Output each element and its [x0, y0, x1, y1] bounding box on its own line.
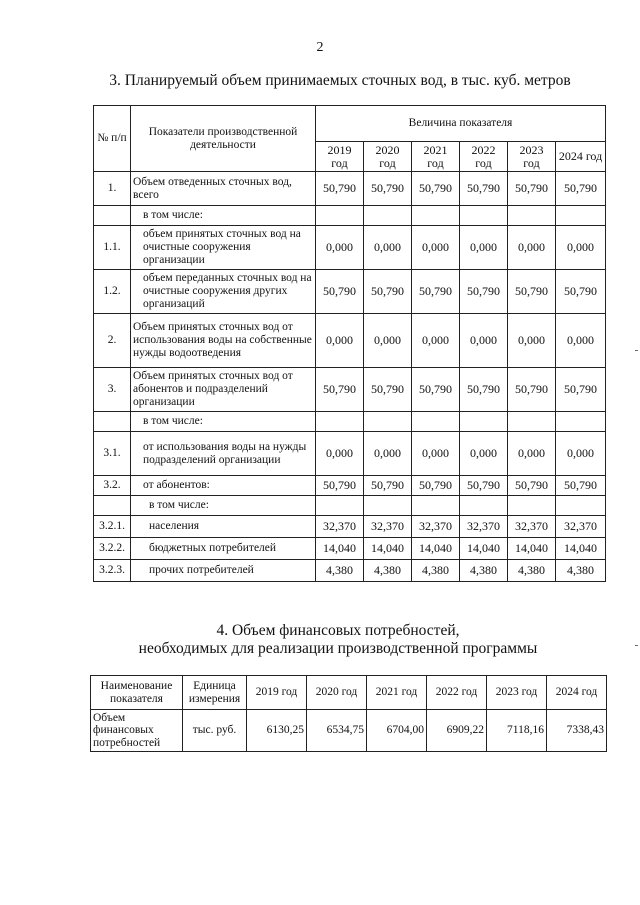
value-cell	[412, 496, 460, 516]
value-cell: 14,040	[412, 538, 460, 560]
row-label: от абонентов:	[131, 476, 316, 496]
table-row	[94, 496, 606, 516]
value-cell	[508, 496, 556, 516]
year-header: 2021 год	[412, 142, 460, 172]
value-cell: 50,790	[460, 172, 508, 206]
value-cell	[364, 496, 412, 516]
value-cell: 0,000	[460, 432, 508, 476]
value-cell: 4,380	[412, 560, 460, 582]
row-number: 3.1.	[94, 432, 131, 476]
table-row	[94, 314, 606, 368]
value-cell: 50,790	[556, 476, 606, 496]
value-cell: 0,000	[364, 432, 412, 476]
table-row	[94, 172, 606, 206]
value-cell: 0,000	[412, 226, 460, 270]
table-row	[94, 560, 606, 582]
value-cell	[316, 412, 364, 432]
section-4-title-line1: 4. Объем финансовых потребностей,	[216, 622, 460, 639]
value-cell: 50,790	[364, 476, 412, 496]
row-number: 1.2.	[94, 270, 131, 314]
value-cell: 6704,00	[367, 710, 427, 752]
table-row	[94, 270, 606, 314]
row-label: в том числе:	[131, 496, 316, 516]
value-cell: 50,790	[460, 368, 508, 412]
value-cell	[460, 206, 508, 226]
table-row	[94, 432, 606, 476]
value-cell: 0,000	[556, 226, 606, 270]
scan-mark	[635, 350, 638, 351]
value-cell: 0,000	[460, 226, 508, 270]
table-row	[94, 368, 606, 412]
value-cell: 7338,43	[547, 710, 607, 752]
value-cell: 0,000	[364, 226, 412, 270]
header-number: № п/п	[94, 106, 131, 172]
value-cell: 0,000	[556, 314, 606, 368]
value-cell: 0,000	[508, 226, 556, 270]
row-label: бюджетных потребителей	[131, 538, 316, 560]
section-4-title	[18, 622, 640, 658]
value-cell	[460, 496, 508, 516]
header-name: Наименование показателя	[91, 676, 183, 710]
value-cell: 6909,22	[427, 710, 487, 752]
value-cell: 50,790	[412, 270, 460, 314]
table-row	[94, 516, 606, 538]
year-header: 2020 год	[364, 142, 412, 172]
section-3-title: 3. Планируемый объем принимаемых сточных вод, в тыс. куб. метров	[109, 72, 571, 89]
row-label: объем переданных сточных вод на очистные сооружения других организаций	[131, 270, 316, 314]
value-cell: 0,000	[508, 314, 556, 368]
value-cell	[412, 412, 460, 432]
value-cell: 4,380	[364, 560, 412, 582]
value-cell: 32,370	[556, 516, 606, 538]
value-cell: 32,370	[412, 516, 460, 538]
row-label: в том числе:	[131, 412, 316, 432]
value-cell: 0,000	[412, 432, 460, 476]
value-cell: 4,380	[556, 560, 606, 582]
year-header: 2021 год	[367, 676, 427, 710]
table-row	[94, 412, 606, 432]
row-label: Объем отведенных сточных вод, всего	[131, 172, 316, 206]
value-cell: 32,370	[364, 516, 412, 538]
value-cell	[508, 412, 556, 432]
year-header: 2023 год	[508, 142, 556, 172]
value-cell	[412, 206, 460, 226]
row-name: Объем финансовых потребностей	[91, 710, 183, 752]
value-cell: 14,040	[556, 538, 606, 560]
row-number: 1.1.	[94, 226, 131, 270]
year-header: 2024 год	[556, 142, 606, 172]
value-cell: 0,000	[316, 314, 364, 368]
value-cell: 50,790	[508, 270, 556, 314]
value-cell: 50,790	[316, 368, 364, 412]
value-cell: 50,790	[364, 270, 412, 314]
value-cell: 0,000	[364, 314, 412, 368]
page-number: 2	[316, 40, 324, 55]
value-cell: 50,790	[460, 476, 508, 496]
header-value: Величина показателя	[316, 106, 606, 142]
row-label: Объем принятых сточных вод от использования воды на собственные нужды водоотведения	[131, 314, 316, 368]
value-cell: 4,380	[460, 560, 508, 582]
value-cell: 0,000	[460, 314, 508, 368]
financial-needs-table	[90, 675, 607, 752]
scan-mark	[635, 645, 638, 646]
value-cell: 50,790	[412, 368, 460, 412]
row-number	[94, 206, 131, 226]
value-cell: 50,790	[412, 172, 460, 206]
value-cell: 0,000	[412, 314, 460, 368]
value-cell	[460, 412, 508, 432]
row-label: в том числе:	[131, 206, 316, 226]
table-row	[94, 206, 606, 226]
value-cell: 50,790	[364, 172, 412, 206]
row-number: 3.2.	[94, 476, 131, 496]
value-cell: 6130,25	[247, 710, 307, 752]
row-number: 3.2.3.	[94, 560, 131, 582]
value-cell: 50,790	[556, 172, 606, 206]
value-cell: 50,790	[556, 368, 606, 412]
value-cell	[556, 496, 606, 516]
value-cell: 14,040	[460, 538, 508, 560]
table-row	[94, 226, 606, 270]
value-cell	[556, 206, 606, 226]
row-label: объем принятых сточных вод на очистные сооружения организации	[131, 226, 316, 270]
value-cell: 0,000	[508, 432, 556, 476]
value-cell: 50,790	[316, 172, 364, 206]
value-cell: 14,040	[316, 538, 364, 560]
year-header: 2024 год	[547, 676, 607, 710]
value-cell: 0,000	[316, 226, 364, 270]
row-number: 3.2.1.	[94, 516, 131, 538]
value-cell	[364, 412, 412, 432]
value-cell: 14,040	[508, 538, 556, 560]
value-cell	[316, 496, 364, 516]
row-number: 3.	[94, 368, 131, 412]
value-cell: 50,790	[364, 368, 412, 412]
value-cell: 32,370	[508, 516, 556, 538]
year-header: 2019 год	[316, 142, 364, 172]
value-cell: 50,790	[412, 476, 460, 496]
value-cell: 4,380	[316, 560, 364, 582]
year-header: 2022 год	[460, 142, 508, 172]
row-label: от использования воды на нужды подразделений организации	[131, 432, 316, 476]
header-indicator: Показатели производственной деятельности	[131, 106, 316, 172]
row-label: прочих потребителей	[131, 560, 316, 582]
year-header: 2019 год	[247, 676, 307, 710]
row-label: Объем принятых сточных вод от абонентов и подразделений организации	[131, 368, 316, 412]
table-row	[94, 538, 606, 560]
value-cell	[364, 206, 412, 226]
year-header: 2022 год	[427, 676, 487, 710]
section-4-title-line2: необходимых для реализации производственной программы	[138, 640, 538, 657]
year-header: 2020 год	[307, 676, 367, 710]
value-cell: 50,790	[508, 368, 556, 412]
value-cell: 0,000	[556, 432, 606, 476]
value-cell: 0,000	[316, 432, 364, 476]
value-cell: 32,370	[316, 516, 364, 538]
row-number	[94, 496, 131, 516]
value-cell	[556, 412, 606, 432]
value-cell: 50,790	[556, 270, 606, 314]
value-cell: 50,790	[316, 476, 364, 496]
value-cell: 7118,16	[487, 710, 547, 752]
value-cell	[316, 206, 364, 226]
row-number: 3.2.2.	[94, 538, 131, 560]
value-cell: 50,790	[508, 172, 556, 206]
wastewater-volume-table	[93, 105, 606, 582]
value-cell: 50,790	[460, 270, 508, 314]
row-number: 1.	[94, 172, 131, 206]
table-row	[94, 476, 606, 496]
value-cell: 6534,75	[307, 710, 367, 752]
value-cell	[508, 206, 556, 226]
value-cell: 14,040	[364, 538, 412, 560]
row-unit: тыс. руб.	[183, 710, 247, 752]
row-number	[94, 412, 131, 432]
year-header: 2023 год	[487, 676, 547, 710]
value-cell: 4,380	[508, 560, 556, 582]
header-unit: Единица измерения	[183, 676, 247, 710]
value-cell: 50,790	[508, 476, 556, 496]
value-cell: 32,370	[460, 516, 508, 538]
row-label: населения	[131, 516, 316, 538]
row-number: 2.	[94, 314, 131, 368]
value-cell: 50,790	[316, 270, 364, 314]
